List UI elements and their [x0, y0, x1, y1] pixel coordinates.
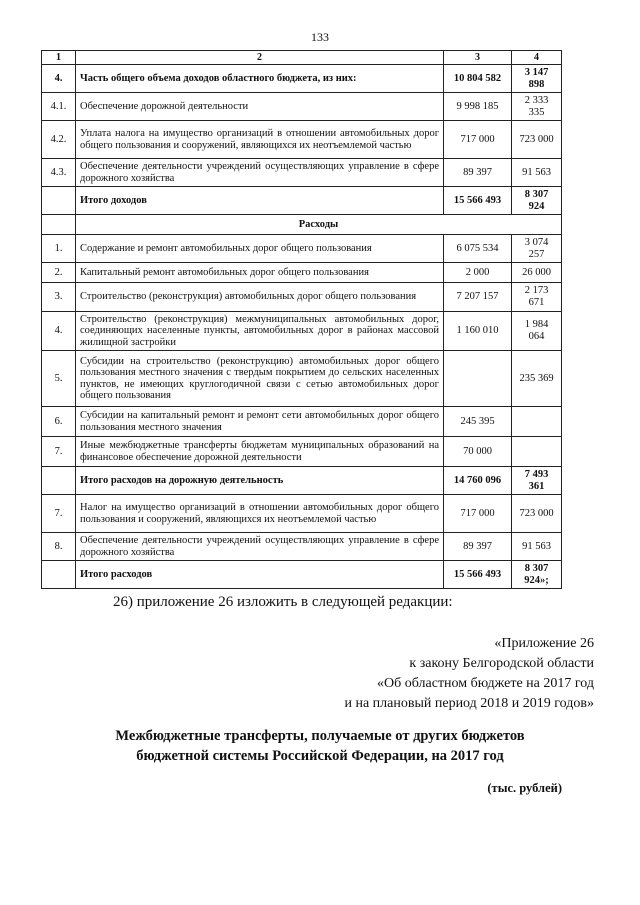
row-index: 6. — [42, 407, 76, 437]
row-index — [42, 187, 76, 215]
row-value-col4: 91 563 — [512, 533, 562, 561]
row-index: 8. — [42, 533, 76, 561]
row-description: Субсидии на строительство (реконструкцию) автомобильных дорог общего пользования местного значения с твердым покрытием до сельских населенных пунктов, не имеющих круглогодичной связи с сетью автомобильных дорог общего пользования — [76, 351, 444, 407]
row-value-col3: 2 000 — [444, 263, 512, 283]
page-number: 133 — [311, 30, 329, 44]
row-index: 5. — [42, 351, 76, 407]
row-description: Строительство (реконструкция) межмуниципальных автомобильных дорог, соединяющих населенные пункты, автомобильных дорог в районах массовой жилищной застройки — [76, 311, 444, 351]
row-description: Итого расходов на дорожную деятельность — [76, 467, 444, 495]
row-value-col4: 2 333 335 — [512, 93, 562, 121]
row-index: 7. — [42, 437, 76, 467]
row-value-col3: 6 075 534 — [444, 235, 512, 263]
row-description: Субсидии на капитальный ремонт и ремонт сети автомобильных дорог общего пользования местного значения — [76, 407, 444, 437]
row-value-col4: 723 000 — [512, 495, 562, 533]
section-heading: Расходы — [76, 215, 562, 235]
row-index: 4.1. — [42, 93, 76, 121]
table-row — [42, 495, 562, 533]
row-value-col4: 2 173 671 — [512, 283, 562, 311]
units-label: (тыс. рублей) — [487, 781, 562, 795]
table-body — [42, 65, 562, 589]
row-value-col4: 7 493 361 — [512, 467, 562, 495]
row-description: Обеспечение деятельности учреждений осуществляющих управление в сфере дорожного хозяйства — [76, 533, 444, 561]
row-index: 1. — [42, 235, 76, 263]
row-value-col3: 89 397 — [444, 533, 512, 561]
row-value-col4: 26 000 — [512, 263, 562, 283]
header-col-1: 1 — [42, 51, 76, 65]
row-description: Содержание и ремонт автомобильных дорог общего пользования — [76, 235, 444, 263]
row-index — [42, 215, 76, 235]
header-col-4: 4 — [512, 51, 562, 65]
row-value-col4: 235 369 — [512, 351, 562, 407]
row-value-col4: 723 000 — [512, 121, 562, 159]
table-row — [42, 121, 562, 159]
row-value-col3: 89 397 — [444, 159, 512, 187]
table-row — [42, 561, 562, 589]
row-description: Налог на имущество организаций в отношении автомобильных дорог общего пользования и сооружений, являющихся их неотъемлемой частью — [76, 495, 444, 533]
row-value-col3: 717 000 — [444, 121, 512, 159]
table-row — [42, 407, 562, 437]
row-value-col3 — [444, 351, 512, 407]
table-row — [42, 437, 562, 467]
header-col-2: 2 — [76, 51, 444, 65]
appendix-line: и на плановый период 2018 и 2019 годов» — [344, 696, 594, 711]
row-description: Строительство (реконструкция) автомобильных дорог общего пользования — [76, 283, 444, 311]
row-description: Обеспечение деятельности учреждений осуществляющих управление в сфере дорожного хозяйства — [76, 159, 444, 187]
row-value-col4: 91 563 — [512, 159, 562, 187]
title-line: Межбюджетные трансферты, получаемые от других бюджетов — [115, 728, 525, 744]
row-value-col4 — [512, 407, 562, 437]
row-index: 2. — [42, 263, 76, 283]
header-col-3: 3 — [444, 51, 512, 65]
row-description: Обеспечение дорожной деятельности — [76, 93, 444, 121]
row-description: Итого доходов — [76, 187, 444, 215]
row-description: Уплата налога на имущество организаций в отношении автомобильных дорог общего пользования и сооружений, являющихся их неотъемлемой частью — [76, 121, 444, 159]
row-value-col3: 15 566 493 — [444, 561, 512, 589]
table-row — [42, 263, 562, 283]
table-row — [42, 533, 562, 561]
document-title — [60, 726, 580, 766]
row-description: Иные межбюджетные трансферты бюджетам муниципальных образований на финансовое обеспечение дорожной деятельности — [76, 437, 444, 467]
table-row — [42, 467, 562, 495]
table-row — [42, 283, 562, 311]
row-value-col4: 1 984 064 — [512, 311, 562, 351]
row-index: 4. — [42, 311, 76, 351]
table-row — [42, 311, 562, 351]
row-value-col3: 245 395 — [444, 407, 512, 437]
table-row — [42, 159, 562, 187]
row-index: 3. — [42, 283, 76, 311]
table-row — [42, 93, 562, 121]
row-value-col4: 8 307 924»; — [512, 561, 562, 589]
row-value-col4: 3 147 898 — [512, 65, 562, 93]
table-row — [42, 235, 562, 263]
table-row — [42, 65, 562, 93]
row-value-col4: 3 074 257 — [512, 235, 562, 263]
appendix-line: к закону Белгородской области — [409, 656, 594, 671]
table-row — [42, 215, 562, 235]
row-value-col3: 70 000 — [444, 437, 512, 467]
row-description: Итого расходов — [76, 561, 444, 589]
amendment-paragraph: 26) приложение 26 изложить в следующей редакции: — [113, 594, 453, 610]
row-value-col4: 8 307 924 — [512, 187, 562, 215]
row-value-col3: 7 207 157 — [444, 283, 512, 311]
appendix-line: «Приложение 26 — [494, 636, 594, 651]
appendix-reference — [194, 634, 594, 714]
table-row — [42, 187, 562, 215]
row-value-col3: 15 566 493 — [444, 187, 512, 215]
table-row — [42, 351, 562, 407]
appendix-line: «Об областном бюджете на 2017 год — [377, 676, 594, 691]
row-description: Часть общего объема доходов областного бюджета, из них: — [76, 65, 444, 93]
row-index — [42, 467, 76, 495]
table-header-row — [42, 51, 562, 65]
row-index: 4. — [42, 65, 76, 93]
row-value-col3: 1 160 010 — [444, 311, 512, 351]
row-value-col3: 717 000 — [444, 495, 512, 533]
row-value-col3: 14 760 096 — [444, 467, 512, 495]
row-description: Капитальный ремонт автомобильных дорог общего пользования — [76, 263, 444, 283]
title-line: бюджетной системы Российской Федерации, на 2017 год — [136, 748, 504, 764]
row-value-col3: 10 804 582 — [444, 65, 512, 93]
budget-table — [41, 50, 562, 589]
row-index: 7. — [42, 495, 76, 533]
row-index: 4.2. — [42, 121, 76, 159]
row-value-col3: 9 998 185 — [444, 93, 512, 121]
row-index — [42, 561, 76, 589]
row-value-col4 — [512, 437, 562, 467]
row-index: 4.3. — [42, 159, 76, 187]
